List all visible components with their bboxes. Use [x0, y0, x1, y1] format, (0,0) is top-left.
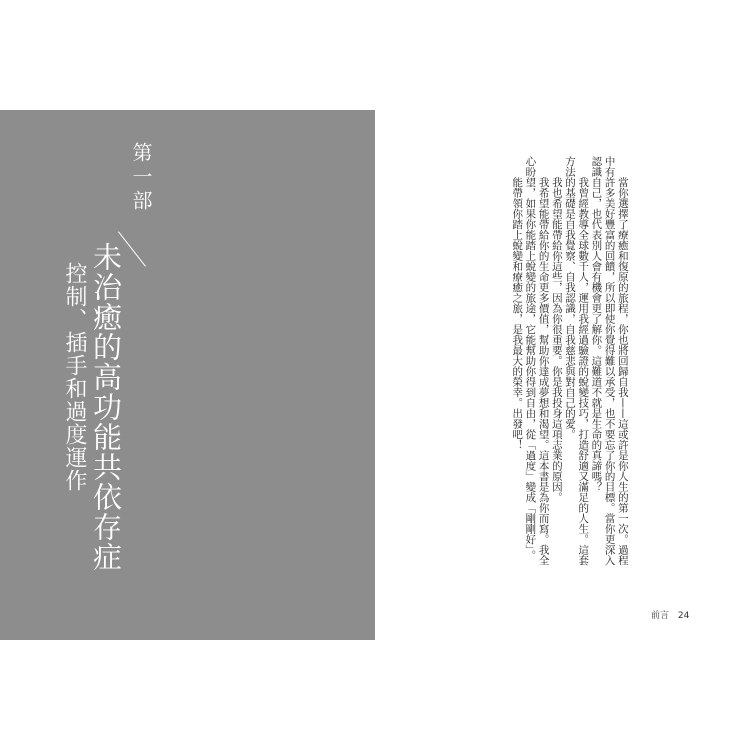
- paragraph: 當你選擇了療癒和復原的旅程，你也將回歸自我——這或許是你人生的第一次。過程中有許多美好豐富的回饋，所以即使你覺得難以承受，也不要忘了你的目標。當你更深入認識自己，也代表別人會有機會更了解你。這難道不就是生命的真諦嗎？: [590, 156, 629, 566]
- page-number: 24: [677, 611, 690, 621]
- left-page: [0, 110, 375, 640]
- paragraph: 能帶領你踏上蛻變和療癒之旅，是我最大的榮幸。出發吧！: [511, 177, 524, 450]
- part-label: 第一部: [129, 142, 153, 214]
- title-sub: 控制、插手和過度運作: [62, 262, 87, 492]
- page-footer: [645, 608, 689, 621]
- chapter-title: [58, 242, 122, 572]
- paragraph: 我希望能帶給你的生命更多價值，幫助你達成夢想和渴望。這本書是為你而寫。我全心盼望，如果你能踏上蛻變的旅途，它能幫助你得到自由，從「過度」變成「剛剛好」。: [524, 156, 550, 566]
- title-main: 未治癒的高功能共依存症: [89, 242, 123, 572]
- paragraph: 我也希望能帶給你這些，因為你很重要。你是我投身這項志業的原因。: [550, 177, 563, 503]
- footer-label: 前言: [651, 611, 670, 621]
- paragraph: 我曾經教導全球數千人，運用我經過驗證的蛻變技巧，打造舒適又滿足的人生。這套方法的基礎是自我覺察、自我認識，自我慈悲與對自己的愛。: [564, 156, 590, 566]
- body-text: [510, 156, 629, 566]
